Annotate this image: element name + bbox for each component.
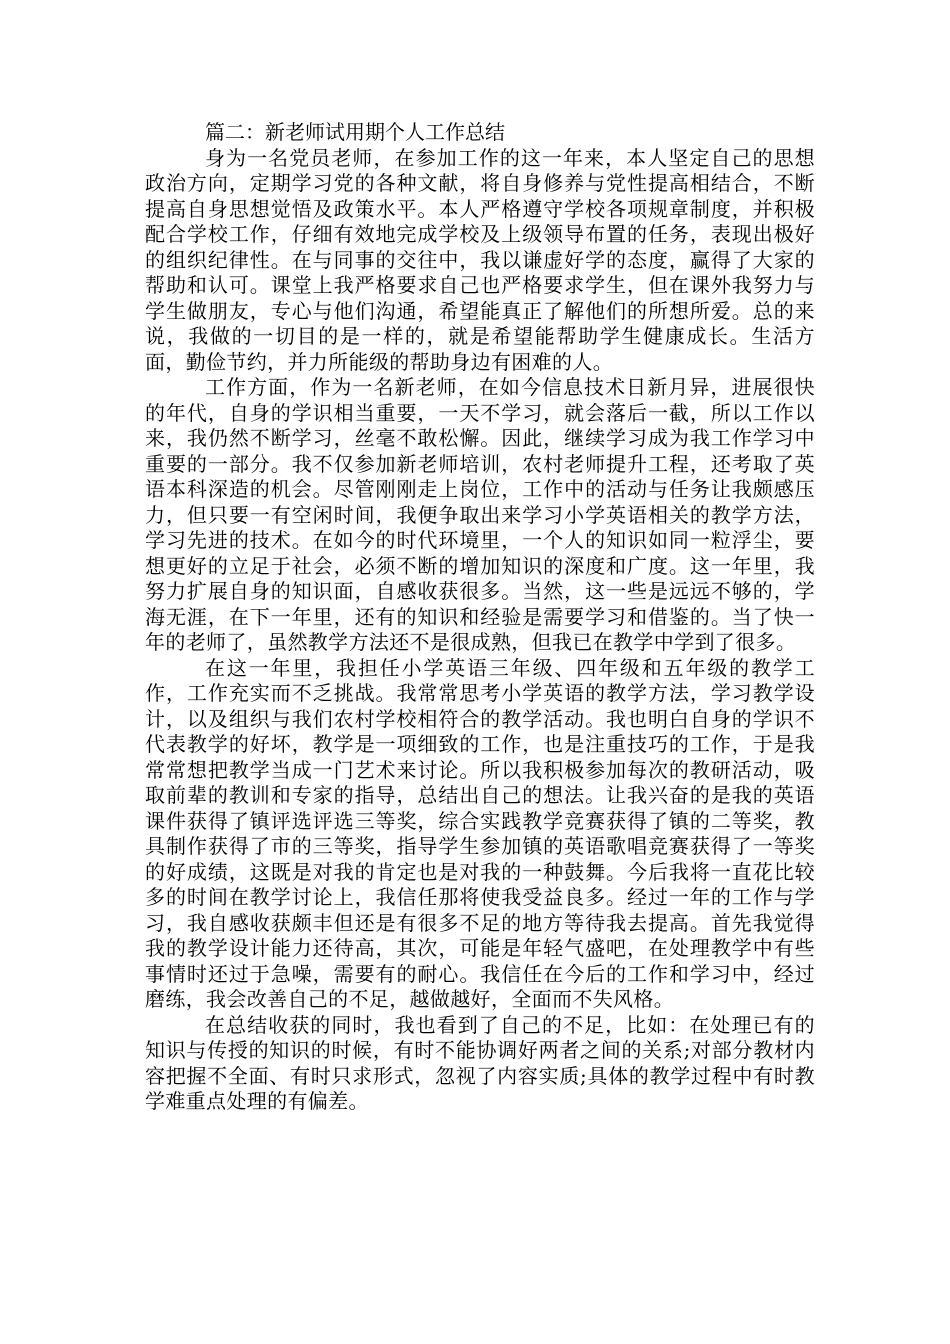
document-body bbox=[145, 120, 815, 1115]
paragraph-work-learning: 工作方面，作为一名新老师，在如今信息技术日新月异，进展很快的年代，自身的学识相当重要，一天不学习，就会落后一截，所以工作以来，我仍然不断学习，丝毫不敢松懈。因此，继续学习成为我工作学习中重要的一部分。我不仅参加新老师培训，农村老师提升工程，还考取了英语本科深造的机会。尽管刚刚走上岗位，工作中的活动与任务让我颇感压力，但只要一有空闲时间，我便争取出来学习小学英语相关的教学方法，学习先进的技术。在如今的时代环境里，一个人的知识如同一粒浮尘，要想更好的立足于社会，必须不断的增加知识的深度和广度。这一年里，我努力扩展自身的知识面，自感收获很多。当然，这一些是远远不够的，学海无涯，在下一年里，还有的知识和经验是需要学习和借鉴的。当了快一年的老师了，虽然教学方法还不是很成熟，但我已在教学中学到了很多。 bbox=[145, 375, 815, 654]
paragraph-shortcomings: 在总结收获的同时，我也看到了自己的不足，比如：在处理已有的知识与传授的知识的时候，有时不能协调好两者之间的关系;对部分教材内容把握不全面、有时只求形式，忽视了内容实质;具体的教学过程中有时教学难重点处理的有偏差。 bbox=[145, 1012, 815, 1113]
paragraph-party-member: 身为一名党员老师，在参加工作的这一年来，本人坚定自己的思想政治方向，定期学习党的各种文献，将自身修养与党性提高相结合，不断提高自身思想觉悟及政策水平。本人严格遵守学校各项规章制度，并积极配合学校工作，仔细有效地完成学校及上级领导布置的任务，表现出极好的组织纪律性。在与同事的交往中，我以谦虚好学的态度，赢得了大家的帮助和认可。课堂上我严格要求自己也严格要求学生，但在课外我努力与学生做朋友，专心与他们沟通，希望能真正了解他们的所想所爱。总的来说，我做的一切目的是一样的，就是希望能帮助学生健康成长。生活方面，勤俭节约，并力所能级的帮助身边有困难的人。 bbox=[145, 145, 815, 374]
paragraph-teaching: 在这一年里，我担任小学英语三年级、四年级和五年级的教学工作，工作充实而不乏挑战。我常常思考小学英语的教学方法，学习教学设计，以及组织与我们农村学校相符合的教学活动。我也明白自身的学识不代表教学的好坏，教学是一项细致的工作，也是注重技巧的工作，于是我常常想把教学当成一门艺术来讨论。所以我积极参加每次的教研活动，吸取前辈的教训和专家的指导，总结出自己的想法。让我兴奋的是我的英语课件获得了镇评选评选三等奖，综合实践教学竞赛获得了镇的二等奖，教具制作获得了市的三等奖，指导学生参加镇的英语歌唱竞赛获得了一等奖的好成绩，这既是对我的肯定也是对我的一种鼓舞。今后我将一直花比较多的时间在教学讨论上，我信任那将使我受益良多。经过一年的工作与学习，我自感收获颇丰但还是有很多不足的地方等待我去提高。首先我觉得我的教学设计能力还待高，其次，可能是年轻气盛吧，在处理教学中有些事情时还过于急噪，需要有的耐心。我信任在今后的工作和学习中，经过磨练，我会改善自己的不足，越做越好，全面而不失风格。 bbox=[145, 655, 815, 1011]
document-title: 篇二：新老师试用期个人工作总结 bbox=[205, 120, 505, 144]
